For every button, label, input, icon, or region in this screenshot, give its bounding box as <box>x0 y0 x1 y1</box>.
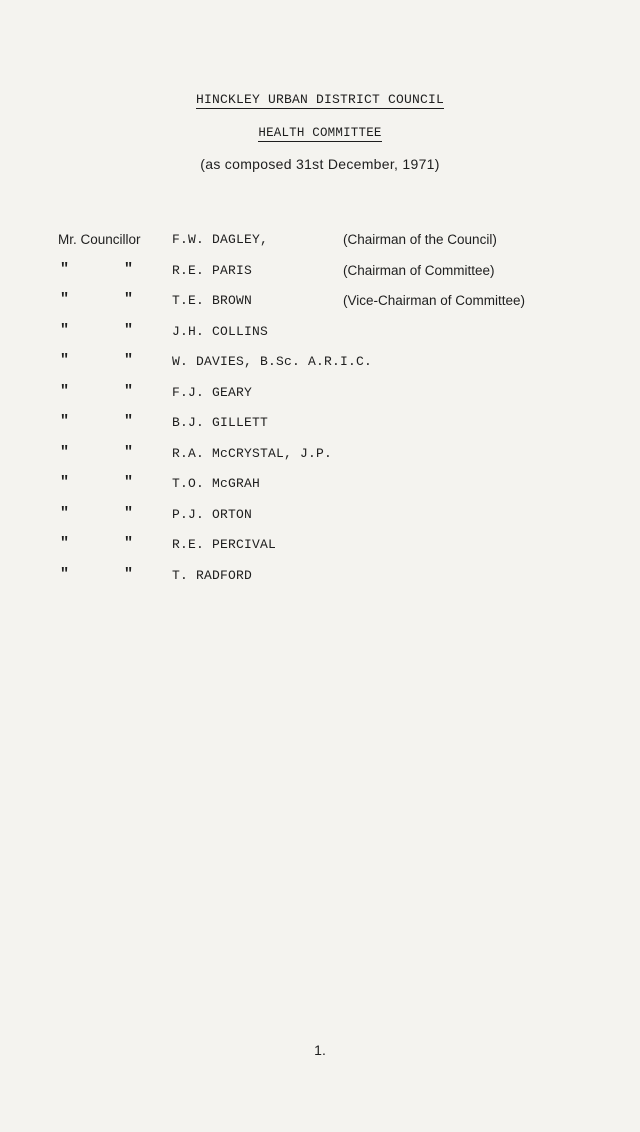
member-row <box>0 354 640 385</box>
ditto-mark: " <box>60 504 70 522</box>
ditto-mark: " <box>124 260 134 278</box>
member-row <box>0 476 640 507</box>
ditto-mark: " <box>60 443 70 461</box>
ditto-mark: " <box>60 565 70 583</box>
ditto-mark: " <box>124 565 134 583</box>
ditto-mark: " <box>60 260 70 278</box>
ditto-mark: " <box>124 474 134 491</box>
member-row <box>0 415 640 446</box>
committee-title-text: HEALTH COMMITTEE <box>258 126 382 140</box>
member-name: T. RADFORD <box>172 567 253 583</box>
ditto-mark: " <box>60 352 70 369</box>
member-row <box>0 321 640 355</box>
ditto-mark: " <box>124 321 134 339</box>
committee-title <box>0 126 640 140</box>
member-name: R.A. McCRYSTAL, J.P. <box>172 445 333 461</box>
composition-date: (as composed 31st December, 1971) <box>200 156 440 172</box>
ditto-mark: " <box>124 291 134 308</box>
ditto-mark: " <box>60 413 70 430</box>
member-row <box>0 232 640 263</box>
member-role: (Chairman of Committee) <box>343 262 495 278</box>
member-name: T.E. BROWN <box>172 293 253 308</box>
ditto-mark: " <box>60 535 70 552</box>
member-name: J.H. COLLINS <box>172 323 269 339</box>
member-row <box>0 293 640 324</box>
member-role: (Chairman of the Council) <box>343 232 497 247</box>
member-name: F.J. GEARY <box>172 384 253 400</box>
council-title <box>0 92 640 107</box>
ditto-mark: " <box>124 352 134 369</box>
member-name: R.E. PERCIVAL <box>172 537 277 552</box>
member-name: R.E. PARIS <box>172 262 253 278</box>
ditto-mark: " <box>124 413 134 430</box>
member-name: W. DAVIES, B.Sc. A.R.I.C. <box>172 354 373 369</box>
page-number: 1. <box>314 1042 326 1058</box>
member-prefix: Mr. Councillor <box>58 232 141 247</box>
member-row <box>0 504 640 538</box>
ditto-mark: " <box>124 535 134 552</box>
member-row <box>0 537 640 568</box>
member-list <box>0 232 640 598</box>
member-row <box>0 382 640 416</box>
ditto-mark: " <box>60 382 70 400</box>
ditto-mark: " <box>124 443 134 461</box>
member-name: P.J. ORTON <box>172 506 253 522</box>
council-title-text: HINCKLEY URBAN DISTRICT COUNCIL <box>195 92 445 107</box>
ditto-mark: " <box>60 291 70 308</box>
member-row <box>0 260 640 294</box>
ditto-mark: " <box>124 504 134 522</box>
member-role: (Vice-Chairman of Committee) <box>343 293 526 308</box>
ditto-mark: " <box>60 321 70 339</box>
member-name: T.O. McGRAH <box>172 476 261 491</box>
ditto-mark: " <box>60 474 70 491</box>
ditto-mark: " <box>124 382 134 400</box>
member-name: B.J. GILLETT <box>172 415 269 430</box>
member-row <box>0 565 640 599</box>
member-name: F.W. DAGLEY, <box>172 232 269 247</box>
member-row <box>0 443 640 477</box>
